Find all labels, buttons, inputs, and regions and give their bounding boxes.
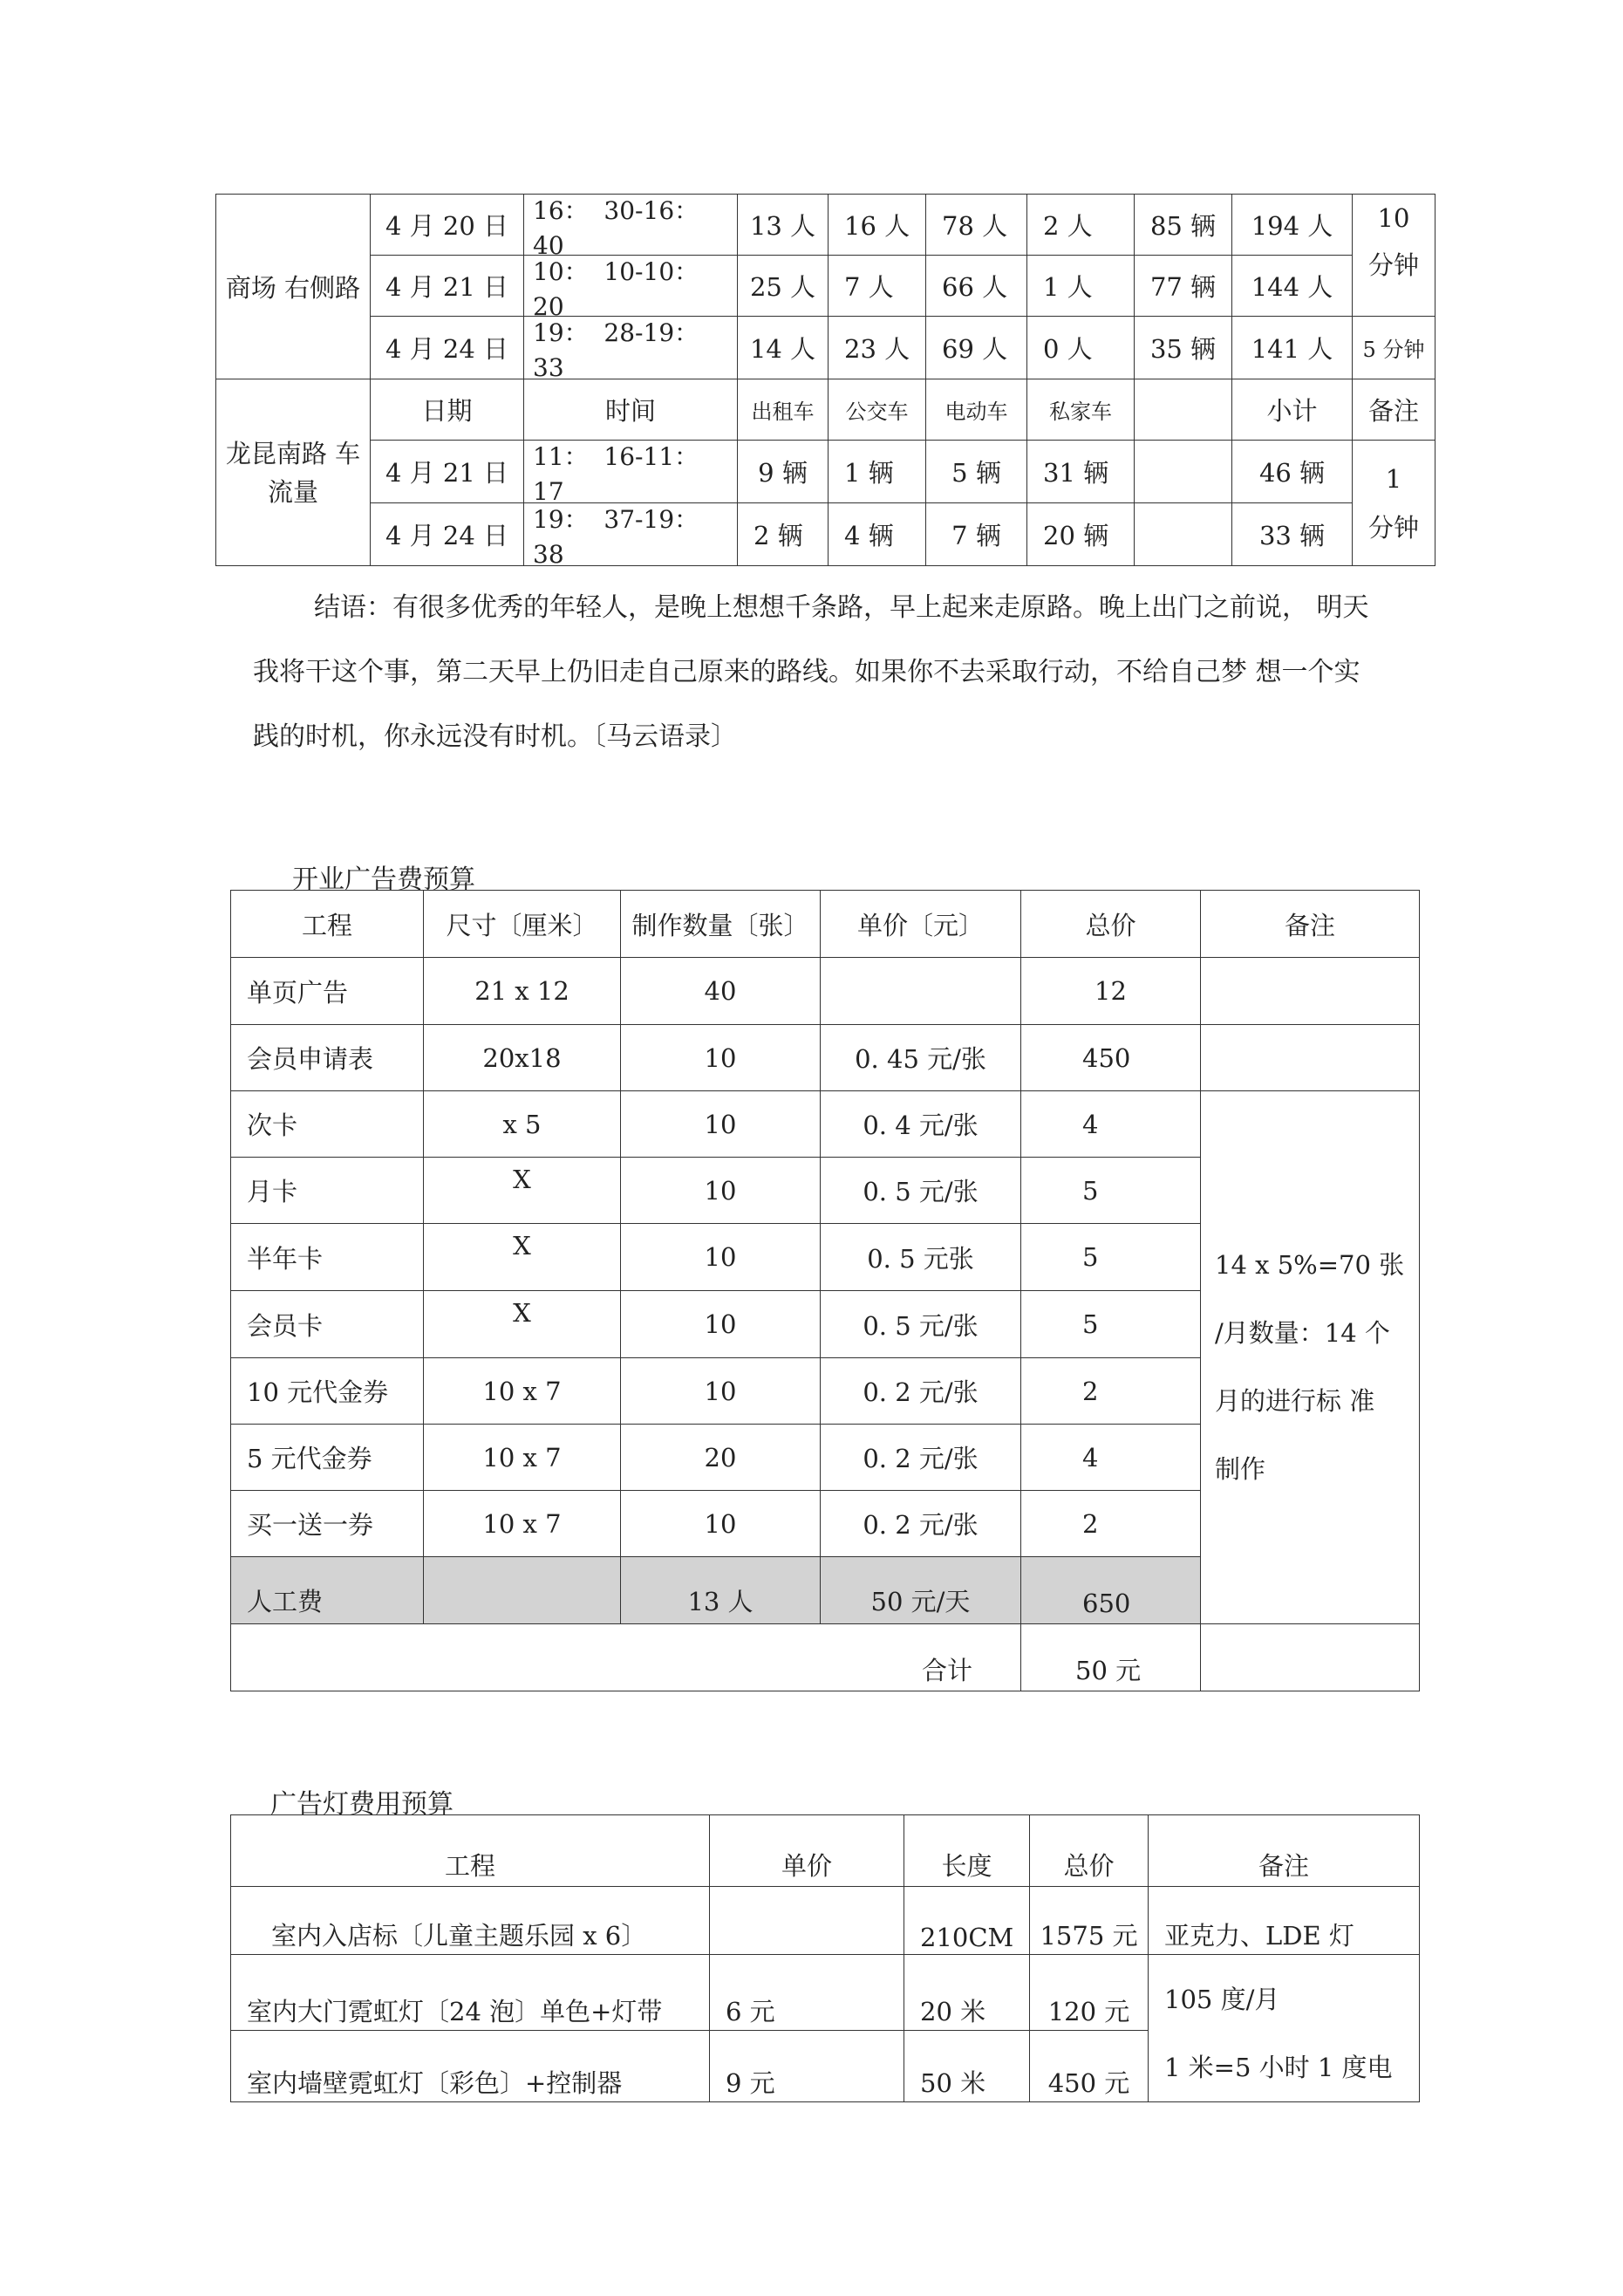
ad-header-price: 单价〔元〕 (821, 891, 1021, 958)
traffic-cell: 0 人 (1027, 317, 1135, 379)
ad-size: X (424, 1224, 621, 1291)
ad-qty: 10 (621, 1158, 821, 1224)
ad-note: 14 x 5%=70 张 /月数量：14 个 月的进行标 准 制作 (1201, 1091, 1420, 1624)
ad-item: 单页广告 (231, 958, 424, 1025)
light-header-length: 长度 (904, 1815, 1030, 1887)
light-total: 1575 元 (1030, 1887, 1149, 1955)
ad-header-item: 工程 (231, 891, 424, 958)
traffic-cell: 78 人 (926, 195, 1027, 256)
ad-note-empty (1201, 958, 1420, 1025)
ad-total: 5 (1021, 1224, 1201, 1291)
traffic-cell: 69 人 (926, 317, 1027, 379)
ad-price: 0. 2 元/张 (821, 1358, 1021, 1425)
traffic-cell: 85 辆 (1135, 195, 1232, 256)
ad-qty: 10 (621, 1091, 821, 1158)
traffic-cell: 31 辆 (1027, 441, 1135, 503)
traffic-time: 11： 16-11： 17 (524, 441, 738, 503)
ad-qty: 40 (621, 958, 821, 1025)
traffic-note: 10 分钟 (1353, 195, 1435, 317)
ad-budget-caption: 开业广告费预算 (292, 864, 475, 895)
ad-qty: 10 (621, 1291, 821, 1358)
traffic-cell: 13 人 (738, 195, 829, 256)
ad-item: 次卡 (231, 1091, 424, 1158)
traffic-cell: 144 人 (1232, 256, 1353, 317)
ad-item: 会员卡 (231, 1291, 424, 1358)
light-item: 室内入店标〔儿童主题乐园 x 6〕 (231, 1887, 710, 1955)
traffic-date: 4 月 21 日 (371, 256, 524, 317)
traffic-date: 4 月 21 日 (371, 441, 524, 503)
ad-total: 650 (1021, 1557, 1201, 1624)
ad-item: 10 元代金券 (231, 1358, 424, 1425)
ad-size: 10 x 7 (424, 1491, 621, 1557)
traffic-cell: 7 辆 (926, 503, 1027, 566)
light-header-item: 工程 (231, 1815, 710, 1887)
light-header-note: 备注 (1149, 1815, 1420, 1887)
traffic-time: 16： 30-16： 40 (524, 195, 738, 256)
traffic-cell: 141 人 (1232, 317, 1353, 379)
ad-size: X (424, 1291, 621, 1358)
ad-header-size: 尺寸〔厘米〕 (424, 891, 621, 958)
traffic-cell: 35 辆 (1135, 317, 1232, 379)
traffic-date: 4 月 24 日 (371, 503, 524, 566)
ad-qty: 20 (621, 1425, 821, 1491)
light-header-total: 总价 (1030, 1815, 1149, 1887)
header-car: 私家车 (1027, 379, 1135, 441)
traffic-note: 5 分钟 (1353, 317, 1435, 379)
ad-total: 2 (1021, 1491, 1201, 1557)
ad-qty: 13 人 (621, 1557, 821, 1624)
ad-price (821, 958, 1021, 1025)
empty-cell (1135, 503, 1232, 566)
header-ebike: 电动车 (926, 379, 1027, 441)
ad-item: 5 元代金券 (231, 1425, 424, 1491)
ad-price: 0. 4 元/张 (821, 1091, 1021, 1158)
header-taxi: 出租车 (738, 379, 829, 441)
light-header-price: 单价 (710, 1815, 904, 1887)
ad-price: 0. 5 元/张 (821, 1158, 1021, 1224)
header-bus: 公交车 (829, 379, 926, 441)
mall-road-label: 商场 右侧路 (216, 195, 371, 379)
ad-total: 2 (1021, 1358, 1201, 1425)
light-budget-caption: 广告灯费用预算 (270, 1789, 453, 1820)
ad-item: 人工费 (231, 1557, 424, 1624)
traffic-note: 1 分钟 (1353, 441, 1435, 566)
ad-price: 0. 2 元/张 (821, 1491, 1021, 1557)
traffic-cell: 77 辆 (1135, 256, 1232, 317)
light-price: 9 元 (710, 2030, 904, 2101)
light-total: 450 元 (1030, 2030, 1149, 2101)
traffic-cell: 46 辆 (1232, 441, 1353, 503)
ad-item: 买一送一券 (231, 1491, 424, 1557)
ad-size: X (424, 1158, 621, 1224)
ad-size: x 5 (424, 1091, 621, 1158)
ad-size (424, 1557, 621, 1624)
ad-price: 0. 45 元/张 (821, 1025, 1021, 1091)
light-item: 室内大门霓虹灯〔24 泡〕单色+灯带 (231, 1955, 710, 2031)
ad-size: 10 x 7 (424, 1425, 621, 1491)
ad-total: 4 (1021, 1091, 1201, 1158)
light-length: 20 米 (904, 1955, 1030, 2031)
traffic-time: 19： 28-19： 33 (524, 317, 738, 379)
ad-budget-table (230, 890, 1420, 1691)
traffic-cell: 33 辆 (1232, 503, 1353, 566)
traffic-cell: 2 辆 (738, 503, 829, 566)
ad-total: 4 (1021, 1425, 1201, 1491)
ad-price: 0. 5 元/张 (821, 1291, 1021, 1358)
traffic-cell: 66 人 (926, 256, 1027, 317)
ad-item: 半年卡 (231, 1224, 424, 1291)
light-note: 亚克力、LDE 灯 (1149, 1887, 1420, 1955)
conclusion-paragraph (253, 576, 1430, 769)
header-date: 日期 (371, 379, 524, 441)
traffic-cell: 5 辆 (926, 441, 1027, 503)
light-total: 120 元 (1030, 1955, 1149, 2031)
traffic-cell: 2 人 (1027, 195, 1135, 256)
ad-item: 月卡 (231, 1158, 424, 1224)
traffic-cell: 9 辆 (738, 441, 829, 503)
ad-qty: 10 (621, 1025, 821, 1091)
ad-size: 10 x 7 (424, 1358, 621, 1425)
ad-price: 50 元/天 (821, 1557, 1021, 1624)
light-budget-table (230, 1814, 1420, 2102)
traffic-cell: 14 人 (738, 317, 829, 379)
ad-qty: 10 (621, 1224, 821, 1291)
ad-total: 5 (1021, 1291, 1201, 1358)
header-remark: 备注 (1353, 379, 1435, 441)
empty-cell (1135, 441, 1232, 503)
ad-sum-value: 50 元 (1021, 1624, 1201, 1691)
traffic-cell: 23 人 (829, 317, 926, 379)
ad-sum-label: 合计 (231, 1624, 1021, 1691)
conclusion-line: 结语：有很多优秀的年轻人，是晚上想想千条路，早上起来走原路。晚上出门之前说， 明天 (314, 592, 1369, 623)
light-length: 50 米 (904, 2030, 1030, 2101)
ad-size: 20x18 (424, 1025, 621, 1091)
ad-header-total: 总价 (1021, 891, 1201, 958)
ad-item: 会员申请表 (231, 1025, 424, 1091)
traffic-date: 4 月 20 日 (371, 195, 524, 256)
ad-size: 21 x 12 (424, 958, 621, 1025)
header-time: 时间 (524, 379, 738, 441)
light-length: 210CM (904, 1887, 1030, 1955)
ad-header-note: 备注 (1201, 891, 1420, 958)
ad-qty: 10 (621, 1358, 821, 1425)
conclusion-line: 践的时机，你永远没有时机。〔马云语录〕 (253, 721, 737, 752)
ad-header-qty: 制作数量〔张〕 (621, 891, 821, 958)
traffic-time: 19： 37-19： 38 (524, 503, 738, 566)
header-subtotal: 小计 (1232, 379, 1353, 441)
ad-sum-empty (1201, 1624, 1420, 1691)
light-price: 6 元 (710, 1955, 904, 2031)
traffic-cell: 4 辆 (829, 503, 926, 566)
empty-cell (1135, 379, 1232, 441)
ad-price: 0. 2 元/张 (821, 1425, 1021, 1491)
traffic-cell: 7 人 (829, 256, 926, 317)
traffic-cell: 1 辆 (829, 441, 926, 503)
traffic-date: 4 月 24 日 (371, 317, 524, 379)
traffic-cell: 20 辆 (1027, 503, 1135, 566)
traffic-time: 10： 10-10： 20 (524, 256, 738, 317)
light-price (710, 1887, 904, 1955)
south-road-label: 龙昆南路 车 流量 (216, 379, 371, 566)
light-item: 室内墙壁霓虹灯〔彩色〕+控制器 (231, 2030, 710, 2101)
ad-price: 0. 5 元张 (821, 1224, 1021, 1291)
ad-qty: 10 (621, 1491, 821, 1557)
traffic-table (215, 194, 1435, 566)
ad-total: 5 (1021, 1158, 1201, 1224)
traffic-cell: 194 人 (1232, 195, 1353, 256)
ad-note-empty (1201, 1025, 1420, 1091)
ad-total: 12 (1021, 958, 1201, 1025)
light-note-merged: 105 度/月 1 米=5 小时 1 度电 (1149, 1955, 1420, 2102)
traffic-cell: 25 人 (738, 256, 829, 317)
traffic-cell: 16 人 (829, 195, 926, 256)
traffic-cell: 1 人 (1027, 256, 1135, 317)
conclusion-line: 我将干这个事，第二天早上仍旧走自己原来的路线。如果你不去采取行动，不给自己梦 想一个实 (253, 657, 1360, 687)
ad-total: 450 (1021, 1025, 1201, 1091)
